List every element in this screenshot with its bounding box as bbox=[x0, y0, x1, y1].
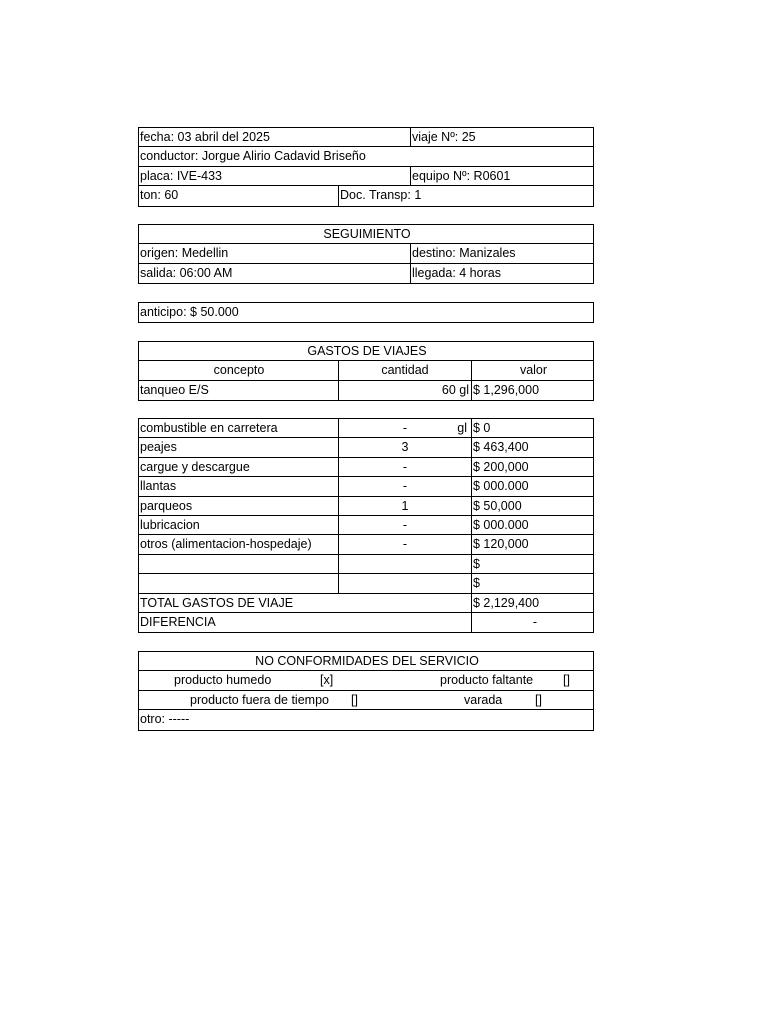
seguimiento-row bbox=[139, 244, 593, 263]
concepto-cell: otros (alimentacion-hospedaje) bbox=[140, 537, 312, 552]
fecha-cell: fecha: 03 abril del 2025 bbox=[140, 130, 270, 144]
table-row bbox=[139, 419, 593, 438]
producto-humedo-mark: [x] bbox=[320, 673, 334, 688]
tanqueo-valor: $ 1,296,000 bbox=[471, 381, 595, 400]
valor-cell: $ 50,000 bbox=[471, 497, 595, 515]
destino-cell: destino: Manizales bbox=[410, 244, 595, 262]
varada-label: varada bbox=[464, 692, 503, 707]
trip-info-table bbox=[138, 127, 594, 207]
table-row bbox=[139, 535, 593, 554]
no-conformidades-title-row bbox=[139, 652, 593, 671]
concepto-cell: cargue y descargue bbox=[140, 459, 250, 474]
cantidad-cell: 3 bbox=[338, 438, 471, 456]
concepto-cell: lubricacion bbox=[140, 517, 200, 532]
tanqueo-row bbox=[139, 381, 593, 400]
producto-humedo-label: producto humedo bbox=[174, 673, 272, 688]
gastos-title-row bbox=[139, 342, 593, 361]
ton-cell: ton: 60 bbox=[140, 188, 179, 203]
origen-cell: origen: Medellin bbox=[140, 246, 229, 261]
valor-cell: $ bbox=[471, 574, 595, 592]
valor-cell: $ 200,000 bbox=[471, 458, 595, 476]
table-row bbox=[139, 497, 593, 516]
viaje-cell: viaje Nº: 25 bbox=[410, 128, 595, 146]
anticipo-cell: anticipo: $ 50.000 bbox=[140, 305, 239, 319]
table-row bbox=[139, 458, 593, 477]
conductor-cell: conductor: Jorgue Alirio Cadavid Briseño bbox=[140, 149, 366, 164]
seguimiento-title: SEGUIMIENTO bbox=[323, 227, 411, 241]
total-label: TOTAL GASTOS DE VIAJE bbox=[140, 595, 294, 610]
cantidad-cell: - bbox=[338, 458, 471, 476]
valor-cell: $ 463,400 bbox=[471, 438, 595, 456]
total-valor: $ 2,129,400 bbox=[471, 594, 595, 612]
no-conformidades-title: NO CONFORMIDADES DEL SERVICIO bbox=[255, 654, 479, 668]
doc-transp-cell: Doc. Transp: 1 bbox=[338, 186, 595, 205]
cantidad-cell: - bbox=[338, 419, 471, 437]
concepto-cell bbox=[139, 574, 339, 592]
tanqueo-concepto: tanqueo E/S bbox=[140, 382, 209, 397]
producto-fuera-tiempo-label: producto fuera de tiempo bbox=[190, 692, 329, 707]
gastos-header-row bbox=[139, 361, 593, 380]
valor-cell: $ bbox=[471, 555, 595, 573]
tanqueo-cantidad: 60 gl bbox=[338, 381, 471, 400]
diferencia-row bbox=[139, 613, 593, 632]
detalle-gastos-table bbox=[138, 418, 594, 633]
no-conformidades-table bbox=[138, 651, 594, 731]
gastos-title: GASTOS DE VIAJES bbox=[307, 344, 427, 358]
table-row bbox=[139, 516, 593, 535]
cantidad-cell bbox=[338, 574, 471, 592]
cantidad-cell: - bbox=[338, 516, 471, 534]
producto-fuera-tiempo-mark: [] bbox=[351, 692, 358, 707]
concepto-cell: llantas bbox=[140, 479, 177, 494]
cantidad-cell: 1 bbox=[338, 497, 471, 515]
cantidad-cell bbox=[338, 555, 471, 573]
seguimiento-title-row bbox=[139, 225, 593, 244]
cantidad-cell: - bbox=[338, 477, 471, 495]
concepto-cell: combustible en carretera bbox=[140, 421, 278, 435]
trip-info-row bbox=[139, 167, 593, 186]
table-row bbox=[139, 477, 593, 496]
col-valor-header: valor bbox=[471, 361, 595, 379]
anticipo-table bbox=[138, 302, 594, 323]
cantidad-cell: - bbox=[338, 535, 471, 553]
total-row bbox=[139, 594, 593, 613]
unidad-cell: gl bbox=[457, 421, 467, 435]
otro-cell: otro: ----- bbox=[140, 712, 190, 727]
diferencia-label: DIFERENCIA bbox=[140, 614, 216, 629]
seguimiento-table bbox=[138, 224, 594, 284]
concepto-cell: parqueos bbox=[140, 498, 193, 513]
no-conformidades-row bbox=[139, 691, 593, 710]
concepto-cell: peajes bbox=[140, 440, 177, 455]
anticipo-row bbox=[139, 303, 593, 322]
otro-row bbox=[139, 710, 593, 729]
col-concepto-header: concepto bbox=[213, 363, 265, 378]
trip-info-row bbox=[139, 186, 593, 205]
valor-cell: $ 000.000 bbox=[471, 516, 595, 534]
table-row bbox=[139, 574, 593, 593]
valor-cell: $ 0 bbox=[471, 419, 595, 437]
seguimiento-row bbox=[139, 264, 593, 283]
placa-cell: placa: IVE-433 bbox=[140, 168, 222, 183]
diferencia-valor: - bbox=[471, 613, 595, 632]
table-row bbox=[139, 555, 593, 574]
table-row bbox=[139, 438, 593, 457]
varada-mark: [] bbox=[535, 692, 542, 707]
valor-cell: $ 120,000 bbox=[471, 535, 595, 553]
salida-cell: salida: 06:00 AM bbox=[140, 265, 233, 280]
col-cantidad-header: cantidad bbox=[338, 361, 471, 379]
valor-cell: $ 000.000 bbox=[471, 477, 595, 495]
no-conformidades-row bbox=[139, 671, 593, 690]
producto-faltante-label: producto faltante bbox=[440, 673, 534, 688]
gastos-table bbox=[138, 341, 594, 401]
trip-info-row bbox=[139, 147, 593, 166]
trip-info-row bbox=[139, 128, 593, 147]
concepto-cell bbox=[139, 555, 339, 573]
equipo-cell: equipo Nº: R0601 bbox=[410, 167, 595, 185]
llegada-cell: llegada: 4 horas bbox=[410, 264, 595, 283]
producto-faltante-mark: [] bbox=[563, 673, 570, 688]
